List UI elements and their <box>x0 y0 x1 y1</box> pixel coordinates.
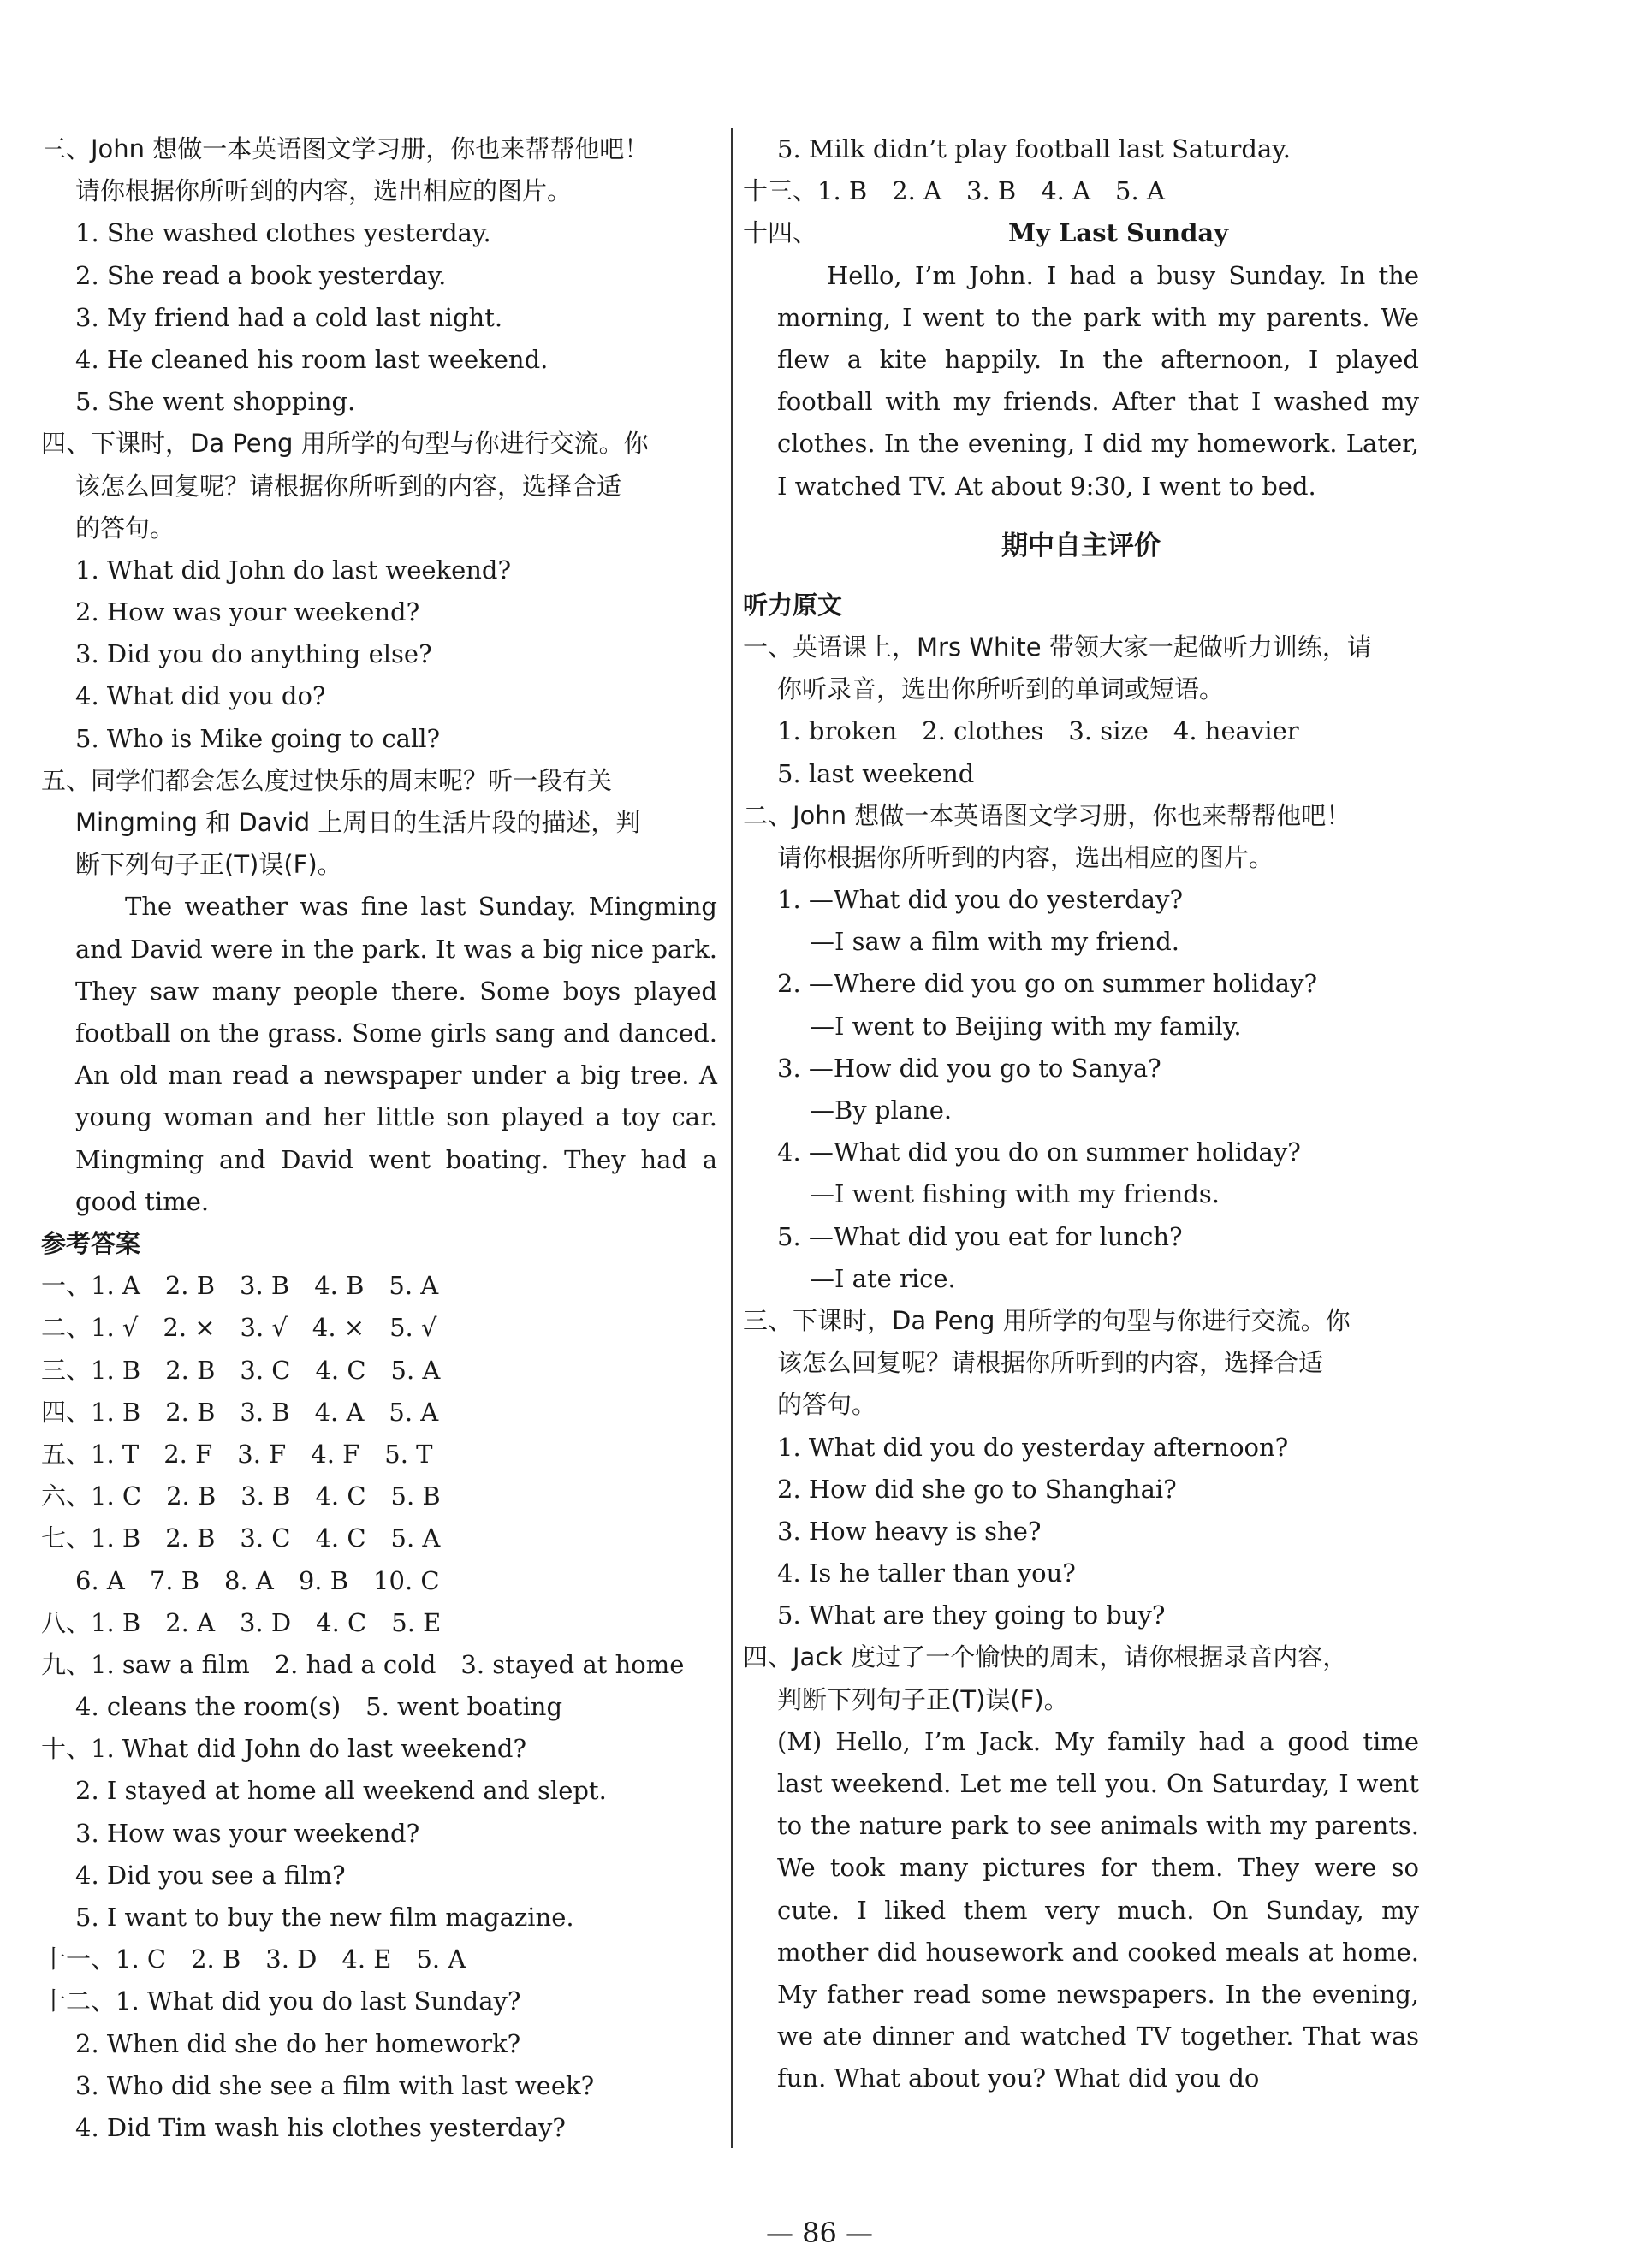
list-item: 3. How heavy is she? <box>777 1516 1042 1546</box>
list-item: 4. Is he taller than you? <box>777 1559 1076 1588</box>
dialog-answer: —I went fishing with my friends. <box>810 1179 1220 1209</box>
dialog-question: 2. —Where did you go on summer holiday? <box>777 969 1318 999</box>
answer-row: 四、1. B 2. B 3. B 4. A 5. A <box>41 1397 439 1427</box>
column-divider <box>731 128 733 2148</box>
answer-row <box>743 212 1419 254</box>
section-5 <box>41 760 717 1223</box>
passage: The weather was fine last Sunday. Mingming and David were in the park. It was a big nice park. They saw many people there. Some boys played football on the grass. Some girls sang and danced. An old man read a newspaper under a big tree. A young woman and her little son played a toy car. Mingming and David went boating. They had a good time. <box>75 892 717 1216</box>
section-title: 二、John 想做一本英语图文学习册，你也来帮帮他吧！ <box>743 800 1351 830</box>
list-item: 2. How was your weekend? <box>75 597 420 627</box>
page-title: 期中自主评价 <box>1001 530 1161 561</box>
section-title: 五、同学们都会怎么度过快乐的周末呢？听一段有关 <box>41 765 613 795</box>
answer-row: 五、1. T 2. F 3. F 4. F 5. T <box>41 1439 433 1469</box>
section-title: 一、英语课上，Mrs White 带领大家一起做听力训练，请 <box>743 632 1372 662</box>
section-title: 四、下课时，Da Peng 用所学的句型与你进行交流。你 <box>41 429 649 459</box>
answer-row: 三、1. B 2. B 3. C 4. C 5. A <box>41 1355 441 1385</box>
answer-row: 七、1. B 2. B 3. C 4. C 5. A <box>41 1523 441 1553</box>
section-title: 判断下列句子正(T)误(F)。 <box>777 1684 1069 1714</box>
answer-row: 4. Did you see a film? <box>75 1860 346 1890</box>
list-item: 1. What did John do last weekend? <box>75 555 512 585</box>
answer-row: 2. I stayed at home all weekend and slept. <box>75 1776 607 1806</box>
list-item: 1. What did you do yesterday afternoon? <box>777 1432 1289 1462</box>
dialog-question: 3. —How did you go to Sanya? <box>777 1053 1161 1083</box>
answer-row: 六、1. C 2. B 3. B 4. C 5. B <box>41 1481 441 1511</box>
answer-row: 6. A 7. B 8. A 9. B 10. C <box>75 1565 440 1595</box>
section-title: 的答句。 <box>75 513 175 543</box>
answer-row: 十二、1. What did you do last Sunday? <box>41 1986 521 2016</box>
list-item: 3. Did you do anything else? <box>75 639 432 669</box>
section-title: 该怎么回复呢？请根据你所听到的内容，选择合适 <box>777 1348 1324 1378</box>
answer-row: 九、1. saw a film 2. had a cold 3. stayed at home <box>41 1649 685 1679</box>
dialog-question: 1. —What did you do yesterday? <box>777 885 1184 915</box>
list-item: 5. What are they going to buy? <box>777 1600 1166 1630</box>
list-item: 5. She went shopping. <box>75 387 356 417</box>
answer-row: 八、1. B 2. A 3. D 4. C 5. E <box>41 1607 442 1637</box>
page-number: — 86 — <box>765 2217 874 2249</box>
dialog-question: 4. —What did you do on summer holiday? <box>777 1137 1301 1167</box>
section-title: 四、Jack 度过了一个愉快的周末，请你根据录音内容， <box>743 1642 1348 1672</box>
section-4 <box>41 423 717 760</box>
list-item: 3. My friend had a cold last night. <box>75 302 503 332</box>
dialog-answer: —By plane. <box>810 1095 953 1125</box>
answer-row: 一、1. A 2. B 3. B 4. B 5. A <box>41 1271 439 1301</box>
list-item: 2. How did she go to Shanghai? <box>777 1474 1177 1504</box>
section-title: Mingming 和 David 上周日的生活片段的描述，判 <box>75 808 641 837</box>
answer-row: 3. Who did she see a film with last week? <box>75 2070 595 2100</box>
essay-title: My Last Sunday <box>1007 218 1229 248</box>
answer-row: 2. When did she do her homework? <box>75 2028 521 2058</box>
list-item: 5. Who is Mike going to call? <box>75 723 441 753</box>
midterm-section-1 <box>743 626 1419 795</box>
section-title: 三、John 想做一本英语图文学习册，你也来帮帮他吧！ <box>41 134 650 163</box>
essay-text: Hello, I’m John. I had a busy Sunday. In the morning, I went to the park with my parents. We flew a kite happily. In the afternoon, I played football with my friends. After that I washed my clothes. In the evening, I did my homework. Later, I watched TV. At about 9:30, I went to bed. <box>777 260 1419 501</box>
section-title: 三、下课时，Da Peng 用所学的句型与你进行交流。你 <box>743 1305 1351 1335</box>
answer-row: 十、1. What did John do last weekend? <box>41 1734 527 1764</box>
list-item: 5. last weekend <box>777 758 975 788</box>
answer-label: 十四、 <box>743 218 818 248</box>
answer-row: 4. Did Tim wash his clothes yesterday? <box>75 2112 566 2142</box>
dialog-answer: —I ate rice. <box>810 1263 956 1293</box>
list-item: 4. What did you do? <box>75 681 326 711</box>
answers-heading: 参考答案 <box>41 1229 141 1258</box>
section-title: 请你根据你所听到的内容，选出相应的图片。 <box>777 842 1274 872</box>
answer-row: 3. How was your weekend? <box>75 1818 420 1848</box>
list-item: 2. She read a book yesterday. <box>75 260 447 290</box>
right-column <box>743 128 1419 2100</box>
list-item: 1. She washed clothes yesterday. <box>75 218 491 248</box>
listening-heading: 听力原文 <box>743 590 843 620</box>
list-item: 4. He cleaned his room last weekend. <box>75 344 549 374</box>
list-item: 1. broken 2. clothes 3. size 4. heavier <box>777 716 1299 746</box>
section-3 <box>41 128 717 423</box>
passage: (M) Hello, I’m Jack. My family had a good time last weekend. Let me tell you. On Saturday, I went to the nature park to see animals with my parents. We took many pictures for them. They were so cute. I liked them very much. On Sunday, my mother did housework and cooked meals at home. My father read some newspapers. In the evening, we ate dinner and watched TV together. That was fun. What about you? What did you do <box>777 1726 1419 2093</box>
left-column <box>41 128 717 2149</box>
midterm-section-3 <box>743 1300 1419 1637</box>
answer-row: 二、1. √ 2. × 3. √ 4. × 5. √ <box>41 1313 437 1343</box>
midterm-section-4 <box>743 1636 1419 2099</box>
section-title: 的答句。 <box>777 1390 877 1420</box>
dialog-question: 5. —What did you eat for lunch? <box>777 1221 1183 1251</box>
answer-key <box>41 1223 717 2149</box>
answer-row: 5. I want to buy the new film magazine. <box>75 1903 574 1932</box>
section-title: 断下列句子正(T)误(F)。 <box>75 850 342 880</box>
dialog-answer: —I went to Beijing with my family. <box>810 1011 1242 1041</box>
section-title: 请你根据你所听到的内容，选出相应的图片。 <box>75 176 573 206</box>
answer-row: 十一、1. C 2. B 3. D 4. E 5. A <box>41 1944 466 1974</box>
midterm-section-2 <box>743 795 1419 1300</box>
section-title: 你听录音，选出你所听到的单词或短语。 <box>777 674 1225 704</box>
section-title: 该怎么回复呢？请根据你所听到的内容，选择合适 <box>75 471 622 501</box>
answer-row: 4. cleans the room(s) 5. went boating <box>75 1692 563 1722</box>
dialog-answer: —I saw a film with my friend. <box>810 927 1179 957</box>
answer-row: 5. Milk didn’t play football last Saturday. <box>777 134 1292 163</box>
answer-row: 十三、1. B 2. A 3. B 4. A 5. A <box>743 176 1165 206</box>
